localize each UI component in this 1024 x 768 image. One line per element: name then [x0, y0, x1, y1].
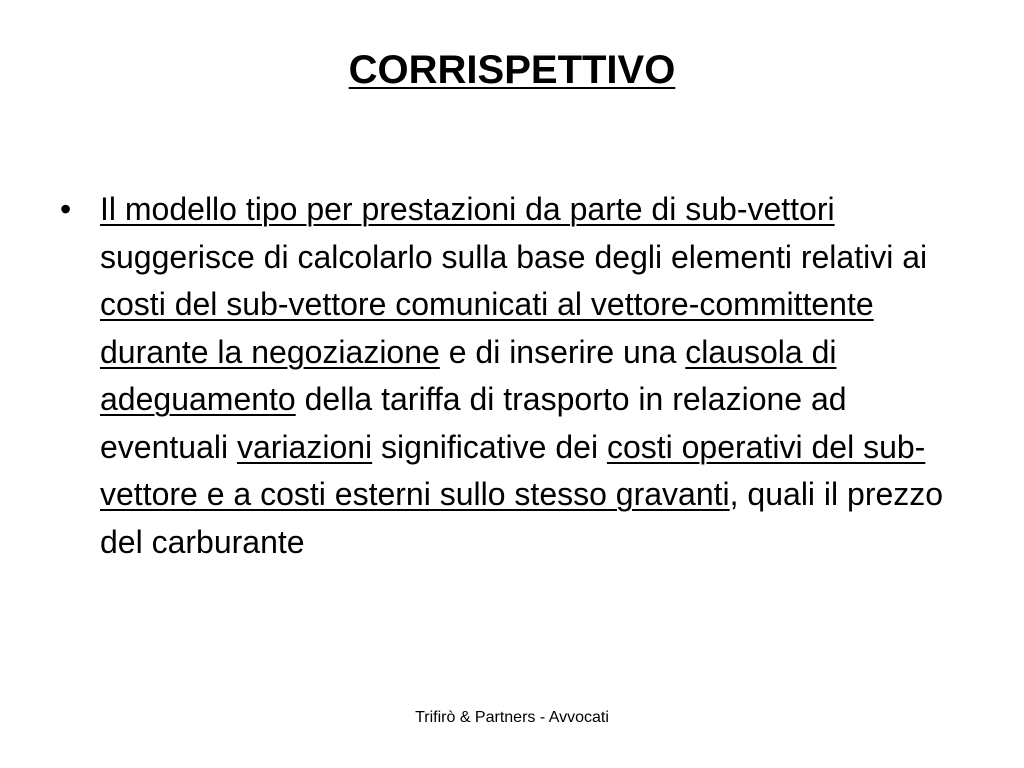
bullet-text-segment: variazioni: [236, 428, 373, 465]
bullet-text-segment: costi operativi del sub-vettore e a costi esterni sullo stesso gravanti: [100, 428, 926, 512]
bullet-text-segment: significative dei: [372, 428, 607, 465]
slide-footer: Trifirò & Partners - Avvocati: [415, 709, 609, 726]
bullet-text-segment: Il modello tipo per prestazioni da parte di sub-vettori: [100, 191, 835, 227]
bullet-text-segment: clausola di adeguamento: [100, 333, 837, 417]
bullet-text-segment: , quali il prezzo del carburante: [100, 476, 944, 560]
slide-title: CORRISPETTIVO: [348, 48, 676, 92]
bullet-item: [58, 186, 958, 566]
bullet-text-segment: suggerisce di calcolarlo sulla base degli elementi relativi ai: [100, 238, 928, 275]
bullet-text-segment: della tariffa di trasporto in relazione ad eventuali: [100, 381, 847, 465]
bullet-text-segment: e di inserire una: [439, 333, 686, 370]
bullet-list: [58, 186, 958, 566]
bullet-text: [100, 191, 943, 560]
bullet-marker: •: [60, 191, 72, 227]
bullet-text-segment: costi del sub-vettore comunicati al vettore-committente durante la negoziazione: [100, 286, 874, 370]
